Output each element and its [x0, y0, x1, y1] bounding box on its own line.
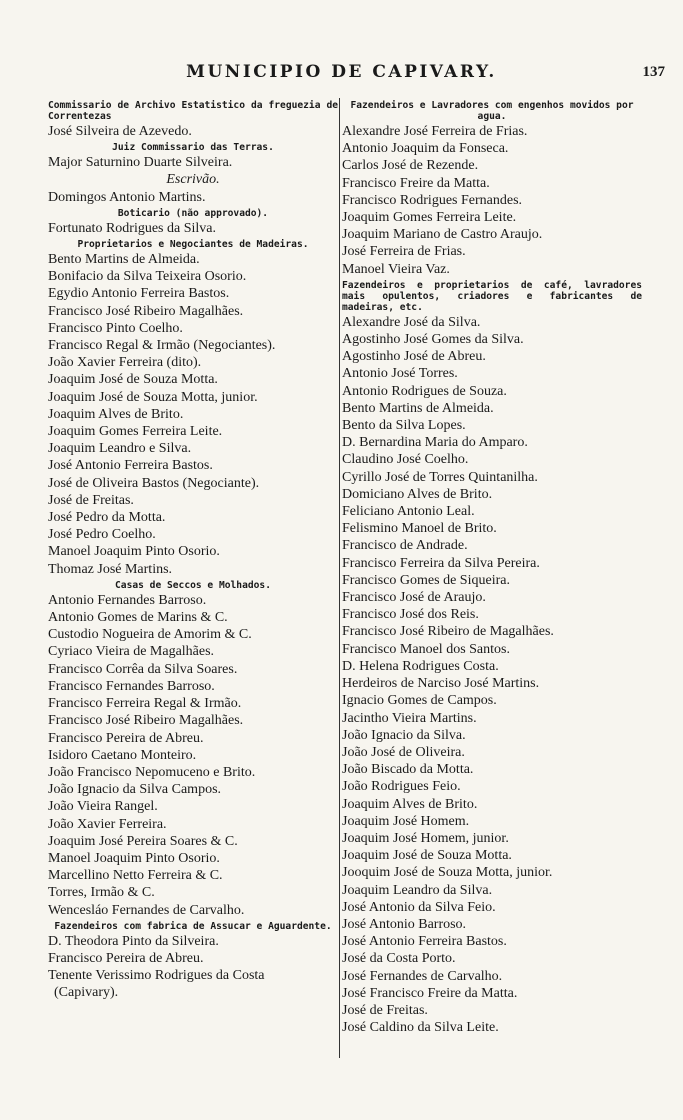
- list-item: José Antonio Ferreira Bastos.: [342, 934, 507, 950]
- list-item: Alexandre José da Silva.: [342, 314, 481, 330]
- list-item: Jooquim José de Souza Motta, junior.: [342, 865, 553, 881]
- list-item: João Xavier Ferreira.: [48, 816, 167, 832]
- list-item: José Pedro Coelho.: [48, 527, 156, 543]
- list-item: José Antonio Ferreira Bastos.: [48, 458, 213, 474]
- column-divider: [339, 98, 340, 1058]
- list-item: João Ignacio da Silva.: [342, 727, 466, 743]
- list-item: José de Oliveira Bastos (Negociante).: [48, 475, 260, 491]
- list-item: Francisco José dos Reis.: [342, 607, 479, 623]
- list-item: Wencesláo Fernandes de Carvalho.: [48, 902, 245, 918]
- list-item: Joaquim José Homem.: [342, 813, 470, 829]
- list-item: Joaquim José de Souza Motta, junior.: [48, 389, 258, 405]
- list-item: Felismino Manoel de Brito.: [342, 521, 497, 537]
- list-item: Fortunato Rodrigues da Silva.: [48, 220, 216, 236]
- list-item: Antonio Joaquim da Fonseca.: [342, 141, 509, 157]
- list-item: Custodio Nogueira de Amorim & C.: [48, 627, 252, 643]
- section-heading: Fazendeiros e proprietarios de café, lavradores mais opulentos, criadores e fabricantes de madeiras, etc.: [342, 279, 642, 313]
- list-item: Joaquim Alves de Brito.: [48, 406, 184, 422]
- list-item: João Biscado da Motta.: [342, 762, 474, 778]
- section-heading: Proprietarios e Negociantes de Madeiras.: [77, 239, 309, 251]
- section-heading: Boticario (não approvado).: [117, 207, 269, 219]
- section-heading: Escrivão.: [166, 172, 220, 188]
- list-item: Francisco Gomes de Siqueira.: [342, 572, 510, 588]
- list-item: Francisco Corrêa da Silva Soares.: [48, 661, 238, 677]
- list-item: Francisco Pereira de Abreu.: [48, 730, 204, 746]
- list-item: Bento Martins de Almeida.: [48, 252, 200, 268]
- list-item: Francisco José de Araujo.: [342, 590, 486, 606]
- list-item: José Francisco Freire da Matta.: [342, 985, 518, 1001]
- page-number: 137: [642, 64, 665, 80]
- list-item: João Ignacio da Silva Campos.: [48, 782, 222, 798]
- list-item: Manoel Joaquim Pinto Osorio.: [48, 850, 220, 866]
- list-item: José de Freitas.: [342, 1002, 428, 1018]
- list-item: José Caldino da Silva Leite.: [342, 1020, 499, 1036]
- list-item: Cyrillo José de Torres Quintanilha.: [342, 469, 538, 485]
- section-heading: Casas de Seccos e Molhados.: [115, 579, 271, 591]
- list-item: Joaquim Alves de Brito.: [342, 796, 478, 812]
- list-item: Agostinho José Gomes da Silva.: [342, 332, 524, 348]
- list-item: Francisco José Ribeiro Magalhães.: [48, 713, 244, 729]
- list-item: José de Freitas.: [48, 492, 134, 508]
- section-heading: Juiz Commissario das Terras.: [112, 142, 274, 154]
- list-item: Francisco de Andrade.: [342, 538, 468, 554]
- list-item: José Antonio da Silva Feio.: [342, 899, 496, 915]
- list-item: João Xavier Ferreira (dito).: [48, 355, 202, 371]
- list-item: Bento da Silva Lopes.: [342, 418, 466, 434]
- left-column: [48, 98, 338, 1088]
- list-item: D. Theodora Pinto da Silveira.: [48, 933, 219, 949]
- list-item: Francisco Ferreira Regal & Irmão.: [48, 696, 242, 712]
- list-item: Joaquim Leandro da Silva.: [342, 882, 493, 898]
- list-item: Francisco Fernandes Barroso.: [48, 678, 215, 694]
- list-item: Joaquim José Pereira Soares & C.: [48, 833, 238, 849]
- section-heading: Fazendeiros com fabrica de Assucar e Aguardente.: [54, 920, 332, 932]
- list-item: Bonifacio da Silva Teixeira Osorio.: [48, 269, 247, 285]
- list-item: D. Helena Rodrigues Costa.: [342, 658, 499, 674]
- list-item: José Ferreira de Frias.: [342, 244, 466, 260]
- list-item: Tenente Verissimo Rodrigues da Costa: [48, 968, 265, 984]
- list-item: José Antonio Barroso.: [342, 916, 467, 932]
- list-item: Alexandre José Ferreira de Frias.: [342, 124, 528, 139]
- list-item: José Silveira de Azevedo.: [48, 124, 192, 139]
- section-heading: Commissario de Archivo Estatistico da freguezia de Correntezas: [48, 100, 338, 122]
- list-item: Bento Martins de Almeida.: [342, 400, 494, 416]
- list-item: Marcellino Netto Ferreira & C.: [48, 868, 223, 884]
- list-item: Francisco José Ribeiro de Magalhães.: [342, 624, 554, 640]
- list-item: Agostinho José de Abreu.: [342, 349, 486, 365]
- list-item: Cyriaco Vieira de Magalhães.: [48, 644, 215, 660]
- list-item: Manoel Vieira Vaz.: [342, 261, 450, 277]
- list-item: Antonio José Torres.: [342, 366, 458, 382]
- list-item: Antonio Gomes de Marins & C.: [48, 610, 228, 626]
- list-item: José Pedro da Motta.: [48, 510, 166, 526]
- list-item: Claudino José Coelho.: [342, 452, 469, 468]
- right-column: [342, 98, 642, 1088]
- list-item: Francisco Pereira de Abreu.: [48, 950, 204, 966]
- list-item: João Rodrigues Feio.: [342, 779, 461, 795]
- list-item: Domingos Antonio Martins.: [48, 189, 206, 205]
- list-item: Thomaz José Martins.: [48, 561, 173, 577]
- list-item: Francisco Rodrigues Fernandes.: [342, 192, 523, 208]
- list-item: Francisco Pinto Coelho.: [48, 320, 183, 336]
- list-item: D. Bernardina Maria do Amparo.: [342, 435, 528, 451]
- list-item: Torres, Irmão & C.: [48, 885, 155, 901]
- list-item: Carlos José de Rezende.: [342, 158, 479, 174]
- list-item: Feliciano Antonio Leal.: [342, 504, 475, 520]
- list-item: José da Costa Porto.: [342, 951, 456, 967]
- list-item: Francisco Manoel dos Santos.: [342, 641, 510, 657]
- list-item: (Capivary).: [54, 985, 119, 1001]
- list-item: Joaquim Gomes Ferreira Leite.: [342, 210, 517, 226]
- list-item: Joaquim José de Souza Motta.: [342, 848, 512, 864]
- list-item: Joaquim José de Souza Motta.: [48, 372, 218, 388]
- list-item: José Fernandes de Carvalho.: [342, 968, 503, 984]
- list-item: Ignacio Gomes de Campos.: [342, 693, 497, 709]
- list-item: Francisco Regal & Irmão (Negociantes).: [48, 338, 276, 354]
- list-item: Egydio Antonio Ferreira Bastos.: [48, 286, 230, 302]
- list-item: João Francisco Nepomuceno e Brito.: [48, 764, 256, 780]
- page-title: MUNICIPIO DE CAPIVARY.: [186, 62, 497, 82]
- list-item: João Vieira Rangel.: [48, 799, 158, 815]
- list-item: Joaquim Mariano de Castro Araujo.: [342, 227, 543, 243]
- section-heading: Fazendeiros e Lavradores com engenhos movidos por agua.: [350, 100, 634, 122]
- list-item: Antonio Rodrigues de Souza.: [342, 383, 507, 399]
- list-item: Joaquim José Homem, junior.: [342, 830, 509, 846]
- list-item: Francisco José Ribeiro Magalhães.: [48, 303, 244, 319]
- list-item: Manoel Joaquim Pinto Osorio.: [48, 544, 220, 560]
- list-item: Jacintho Vieira Martins.: [342, 710, 477, 726]
- list-item: Antonio Fernandes Barroso.: [48, 592, 207, 608]
- list-item: Joaquim Leandro e Silva.: [48, 441, 192, 457]
- list-item: Joaquim Gomes Ferreira Leite.: [48, 424, 223, 440]
- list-item: Francisco Ferreira da Silva Pereira.: [342, 555, 540, 571]
- list-item: Domiciano Alves de Brito.: [342, 486, 493, 502]
- list-item: Major Saturnino Duarte Silveira.: [48, 155, 233, 171]
- list-item: João José de Oliveira.: [342, 744, 465, 760]
- page-header: [0, 62, 683, 92]
- list-item: Isidoro Caetano Monteiro.: [48, 747, 197, 763]
- list-item: Francisco Freire da Matta.: [342, 175, 490, 191]
- list-item: Herdeiros de Narciso José Martins.: [342, 676, 540, 692]
